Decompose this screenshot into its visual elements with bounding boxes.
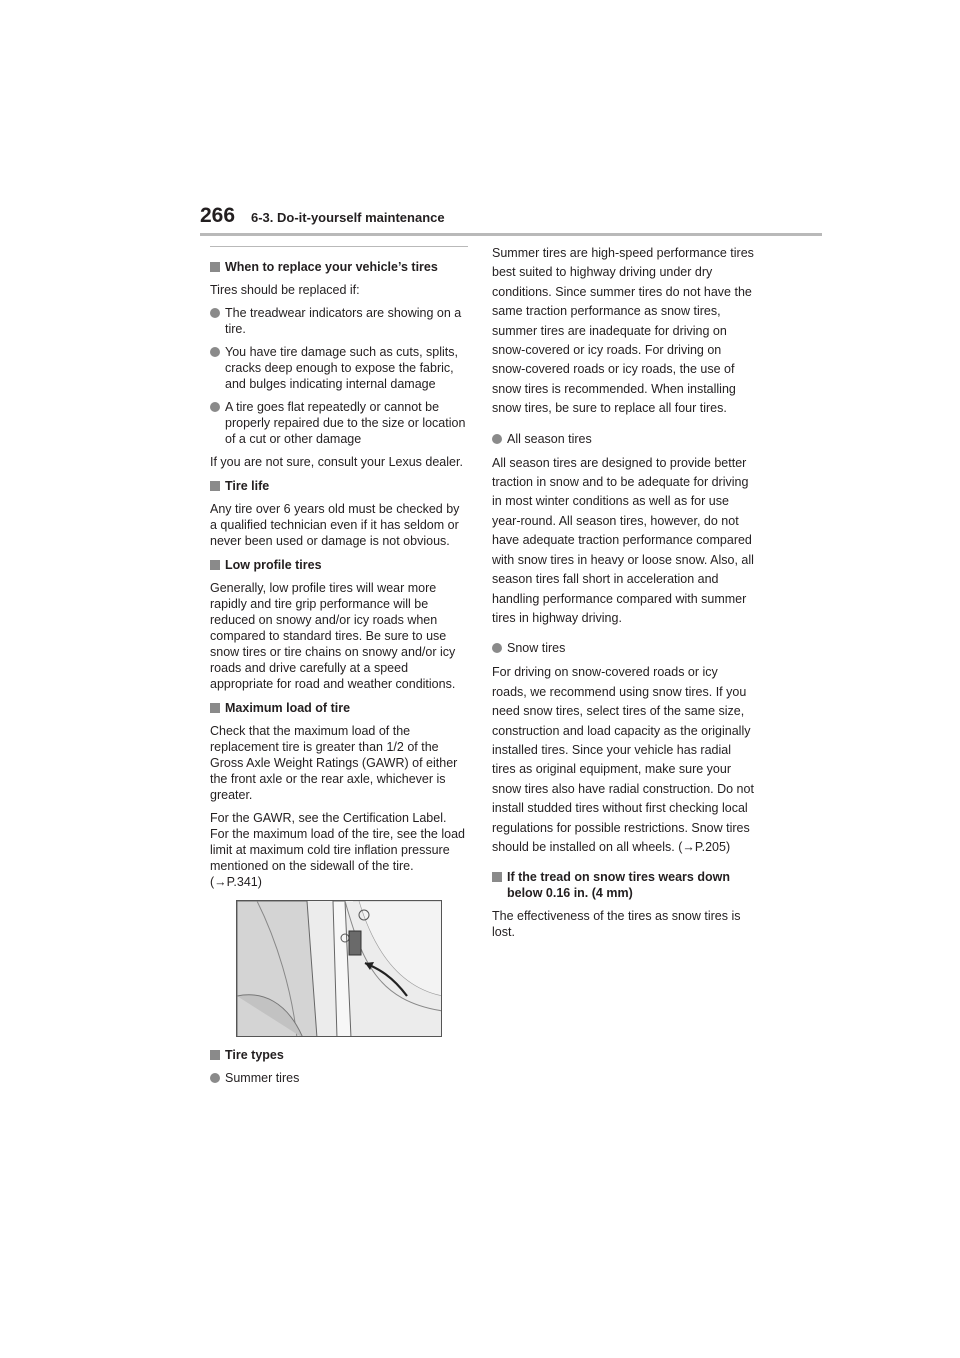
round-bullet-icon xyxy=(210,347,220,357)
summer-tires-text: Summer tires are high-speed performance tires best suited to highway driving under dry conditions. Since summer tires do not have the same traction performance as snow tires, summer tires are inadequate for driving on snow-covered or icy roads. For driving on snow-covered roads or icy roads, the use of snow tires is recommended. When installing snow tires, be sure to replace all four tires. xyxy=(492,246,754,416)
list-item: A tire goes flat repeatedly or cannot be properly repaired due to the size or location of a cut or other damage xyxy=(210,399,468,447)
heading-max-load: Maximum load of tire xyxy=(210,700,468,716)
heading-tread-depth: If the tread on snow tires wears down below 0.16 in. (4 mm) xyxy=(492,869,754,901)
tread-text: The effectiveness of the tires as snow tires is lost. xyxy=(492,909,741,940)
round-bullet-icon xyxy=(210,402,220,412)
left-column xyxy=(210,246,468,1093)
square-bullet-icon xyxy=(210,1050,220,1060)
heading-low-profile: Low profile tires xyxy=(210,557,468,573)
page-number: 266 xyxy=(200,204,236,227)
certification-label-figure xyxy=(236,900,442,1037)
heading-tire-types: Tire types xyxy=(210,1047,468,1063)
square-bullet-icon xyxy=(210,481,220,491)
low-profile-text: Generally, low profile tires will wear more rapidly and tire grip performance will be reduced on snowy and/or icy roads when compared to standard tires. Be sure to use snow tires or tire chains on snowy and/or icy roads and drive carefully at a speed appropriate for road and weather conditions. xyxy=(210,581,456,691)
square-bullet-icon xyxy=(210,560,220,570)
round-bullet-icon xyxy=(492,643,502,653)
round-bullet-icon xyxy=(210,308,220,318)
round-bullet-icon xyxy=(210,1073,220,1083)
round-bullet-icon xyxy=(492,434,502,444)
certification-text: For the GAWR, see the Certification Label. For the maximum load of the tire, see the load limit at maximum cold tire inflation pressure mentioned on the sidewall of the tire. (→P.341) xyxy=(210,811,465,889)
section-divider xyxy=(210,246,468,247)
max-load-text: Check that the maximum load of the replacement tire is greater than 1/2 of the Gross Axle Weight Ratings (GAWR) of either the front axle or the rear axle, whichever is greater. xyxy=(210,724,458,802)
header-rule xyxy=(200,233,822,236)
snow-tires-text: For driving on snow-covered roads or icy roads, we recommend using snow tires. If you need snow tires, select tires of the same size, construction and load capacity as the originally installed tires. Since your vehicle has radial tires as original equipment, make sure your snow tires also have radial construction. Do not install studded tires without first checking local regulations for possible restrictions. Snow tires should be installed on all wheels. (→P.205) xyxy=(492,665,754,854)
tire-life-text: Any tire over 6 years old must be checked by a qualified technician even if it has seldom or never been used or damage is not obvious. xyxy=(210,502,460,548)
heading-when-replace: When to replace your vehicle’s tires xyxy=(210,259,468,275)
all-season-text: All season tires are designed to provide better traction in snow and to be adequate for driving in most winter conditions as well as for use year-round. All season tires, however, do not have adequate traction performance compared with snow tires in heavy or loose snow. Also, all season tires fall short in acceleration and handling performance compared with summer tires in highway driving. xyxy=(492,455,754,625)
list-item: All season tires xyxy=(492,431,754,447)
list-item: You have tire damage such as cuts, splits, cracks deep enough to expose the fabric, and bulges indicating internal damage xyxy=(210,344,468,392)
list-item: Snow tires xyxy=(492,640,754,656)
square-bullet-icon xyxy=(210,262,220,272)
square-bullet-icon xyxy=(492,872,502,882)
section-title: 6-3. Do-it-yourself maintenance xyxy=(251,210,445,225)
list-item: The treadwear indicators are showing on a tire. xyxy=(210,305,468,337)
right-column xyxy=(492,244,754,947)
heading-tire-life: Tire life xyxy=(210,478,468,494)
intro-text: Tires should be replaced if: xyxy=(210,283,360,297)
door-jamb-illustration xyxy=(237,901,442,1037)
outro-text: If you are not sure, consult your Lexus dealer. xyxy=(210,455,463,469)
list-item: Summer tires xyxy=(210,1070,468,1086)
square-bullet-icon xyxy=(210,703,220,713)
